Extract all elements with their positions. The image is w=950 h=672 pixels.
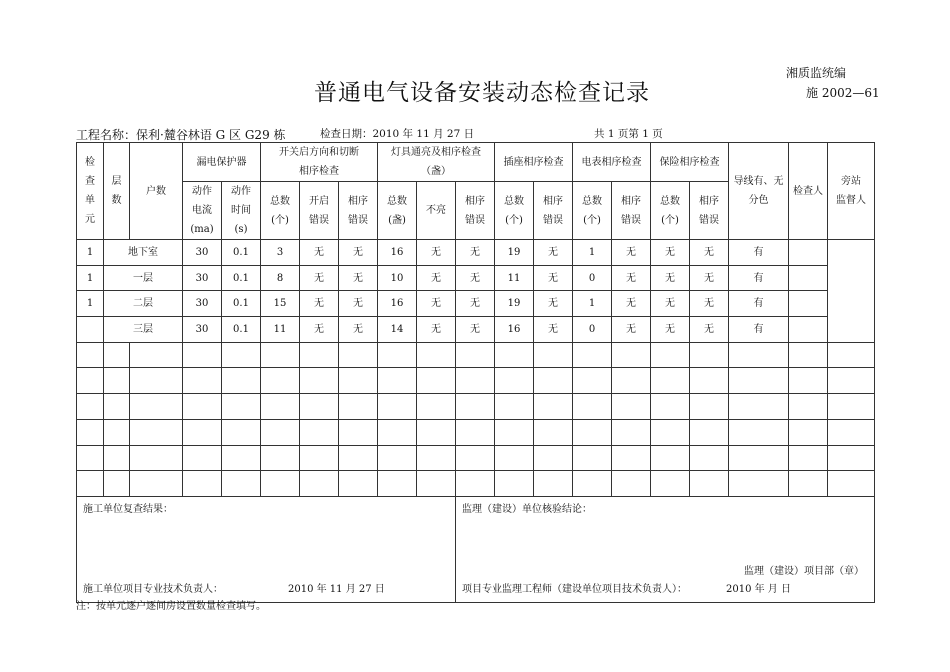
table-row: 1 一层 30 0.1 8 无 无 10 无 无 11 无 0 无 无 无 有 xyxy=(77,265,875,291)
inspection-table xyxy=(76,142,875,603)
project-name: 工程名称：保利·麓谷林语 G 区 G29 栋 xyxy=(76,128,286,142)
empty-row xyxy=(77,419,875,445)
col-fuse-header: 保险相序检查 xyxy=(651,143,729,182)
construction-result-label: 施工单位复查结果： xyxy=(83,503,173,515)
construction-signoff xyxy=(77,496,456,602)
col-switch-open-err: 开启 错误 xyxy=(300,182,339,240)
supervision-signoff xyxy=(456,496,875,602)
table-row: 1 地下室 30 0.1 3 无 无 16 无 无 19 无 1 无 无 无 有 xyxy=(77,240,875,266)
col-switch-total: 总数 (个) xyxy=(261,182,300,240)
col-lamp-header: 灯具通亮及相序检查 （盏） xyxy=(378,143,495,182)
empty-row xyxy=(77,471,875,497)
col-meter-header: 电表相序检查 xyxy=(573,143,651,182)
col-socket-total: 总数 (个) xyxy=(495,182,534,240)
table-row: 三层 30 0.1 11 无 无 14 无 无 16 无 0 无 无 无 有 xyxy=(77,317,875,343)
col-lamp-not-lit: 不亮 xyxy=(417,182,456,240)
construction-person-label: 施工单位项目专业技术负责人： xyxy=(83,583,223,595)
col-meter-phase-err: 相序 错误 xyxy=(612,182,651,240)
col-floor-header: 层 数 xyxy=(104,143,130,240)
supervision-result-label: 监理（建设）单位核验结论： xyxy=(462,503,592,515)
empty-row xyxy=(77,394,875,420)
col-inspector-header: 检查人 xyxy=(789,143,828,240)
page-count: 共 1 页第 1 页 xyxy=(594,128,663,140)
col-fuse-phase-err: 相序 错误 xyxy=(690,182,729,240)
table-row: 1 二层 30 0.1 15 无 无 16 无 无 19 无 1 无 无 无 有 xyxy=(77,291,875,317)
col-switch-header: 开关启方向和切断 相序检查 xyxy=(261,143,378,182)
form-org: 湘质监统编 xyxy=(786,66,847,80)
check-date: 检查日期：2010 年 11 月 27 日 xyxy=(320,128,475,140)
col-leakage-header: 漏电保护器 xyxy=(183,143,261,182)
empty-row xyxy=(77,342,875,368)
col-leak-current: 动作 电流 (ma) xyxy=(183,182,222,240)
supervision-seal-label: 监理（建设）项目部（章） xyxy=(744,565,865,577)
col-meter-total: 总数 (个) xyxy=(573,182,612,240)
supervision-person-label: 项目专业监理工程师（建设单位项目技术负责人）： xyxy=(462,583,687,595)
footnote: 注：按单元逐户逐间房设置数量检查填写。 xyxy=(76,601,266,612)
col-household-header: 户数 xyxy=(130,143,183,240)
col-leak-time: 动作 时间 (s) xyxy=(222,182,261,240)
col-supervisor-header: 旁站 监督人 xyxy=(828,143,875,240)
col-wire-color-header: 导线有、无 分色 xyxy=(729,143,789,240)
col-switch-phase-err: 相序 错误 xyxy=(339,182,378,240)
form-code: 施 2002—61 xyxy=(806,86,880,100)
col-unit-header: 检 查 单 元 xyxy=(77,143,104,240)
col-lamp-total: 总数 (盏) xyxy=(378,182,417,240)
empty-row xyxy=(77,445,875,471)
col-fuse-total: 总数 (个) xyxy=(651,182,690,240)
supervision-date: 2010 年 月 日 xyxy=(726,583,791,595)
page-title: 普通电气设备安装动态检查记录 xyxy=(314,80,650,106)
construction-date: 2010 年 11 月 27 日 xyxy=(288,583,385,595)
col-lamp-phase-err: 相序 错误 xyxy=(456,182,495,240)
empty-row xyxy=(77,368,875,394)
col-socket-phase-err: 相序 错误 xyxy=(534,182,573,240)
col-socket-header: 插座相序检查 xyxy=(495,143,573,182)
supervisor-cell xyxy=(828,240,875,343)
